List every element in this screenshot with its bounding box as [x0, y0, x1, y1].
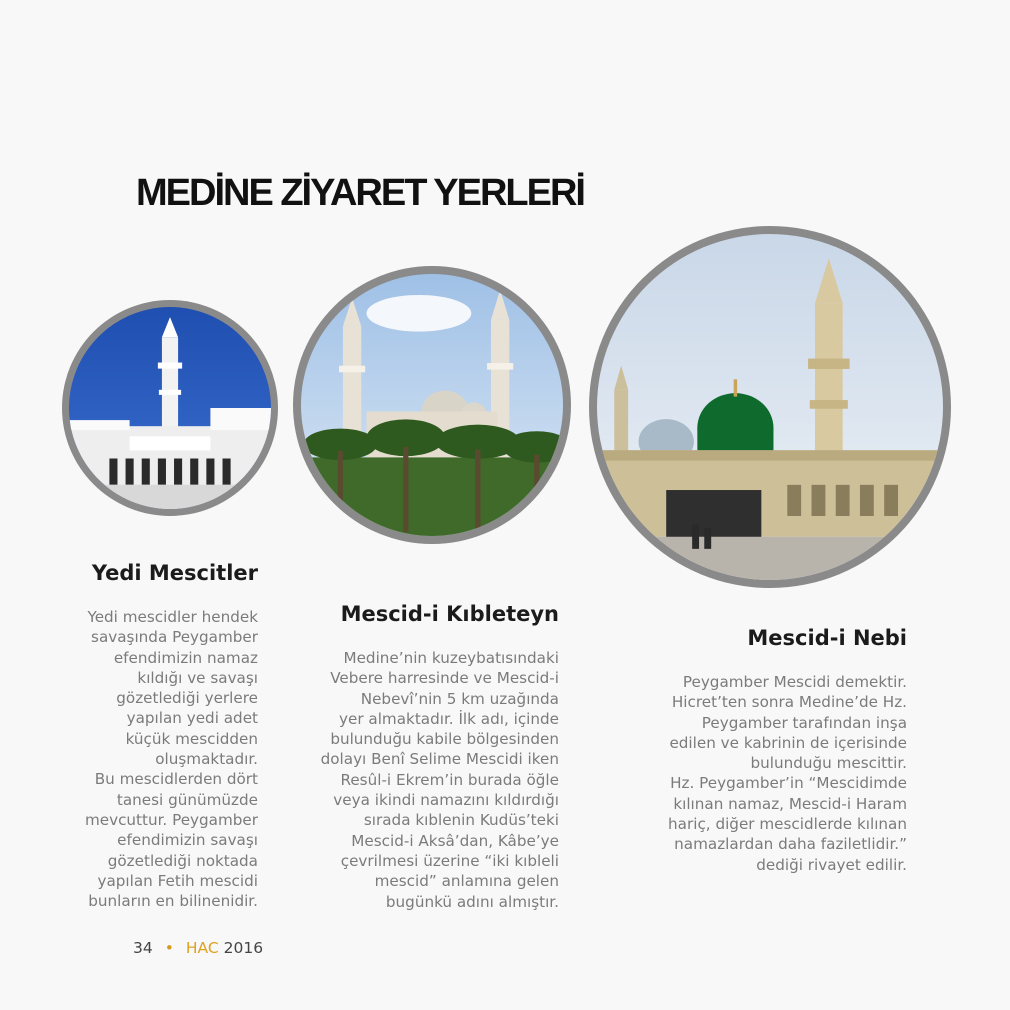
mescid-i-kibleteyn-photo	[293, 266, 571, 544]
mescid-i-kibleteyn-text: Medine’nin kuzeybatısındaki Vebere harresinde ve Mescid-i Nebevî’nin 5 km uzağında yer almaktadır. İlk adı, içinde bulunduğu kabile bölgesinden dolayı Benî Selime Mescidi iken Resûl-i Ekrem’in burada öğle veya ikindi namazını kıldırdığı sırada kıblenin Kudüs’teki Mescid-i Aksâ’dan, Kâbe’ye çevrilmesi üzerine “iki kıbleli mescid” anlamına gelen bugünkü adını almıştır.	[320, 649, 559, 911]
magazine-year: 2016	[223, 939, 264, 957]
page-footer	[133, 939, 263, 957]
page-number: 34	[133, 939, 153, 957]
mescid-i-nebi-photo	[589, 226, 951, 588]
mescid-i-kibleteyn-heading: Mescid-i Kıbleteyn	[340, 602, 559, 626]
yedi-mescitler-heading: Yedi Mescitler	[91, 561, 258, 585]
yedi-mescitler-text: Yedi mescidler hendek savaşında Peygamber efendimizin namaz kıldığı ve savaşı gözetlediği yerlere yapılan yedi adet küçük mescidden oluşmaktadır. Bu mescidlerden dört tanesi günümüzde mevcuttur. Peygamber efendimizin savaşı gözetlediği noktada yapılan Fetih mescidi bunların en bilinenidir.	[84, 608, 258, 911]
mescid-i-nebi-text: Peygamber Mescidi demektir. Hicret’ten sonra Medine’de Hz. Peygamber tarafından inşa edilen ve kabrinin de içerisinde bulunduğu mescittir. Hz. Peygamber’in “Mescidimde kılınan namaz, Mescid-i Haram hariç, diğer mescidlerde kılınan namazlardan daha faziletlidir.” dediği rivayet edilir.	[668, 673, 907, 874]
yedi-mescitler-photo	[62, 300, 278, 516]
footer-separator: •	[164, 939, 174, 957]
page-title: MEDİNE ZİYARET YERLERİ	[136, 172, 584, 214]
mescid-i-nebi-heading: Mescid-i Nebi	[747, 626, 907, 650]
magazine-brand: HAC	[185, 939, 219, 957]
